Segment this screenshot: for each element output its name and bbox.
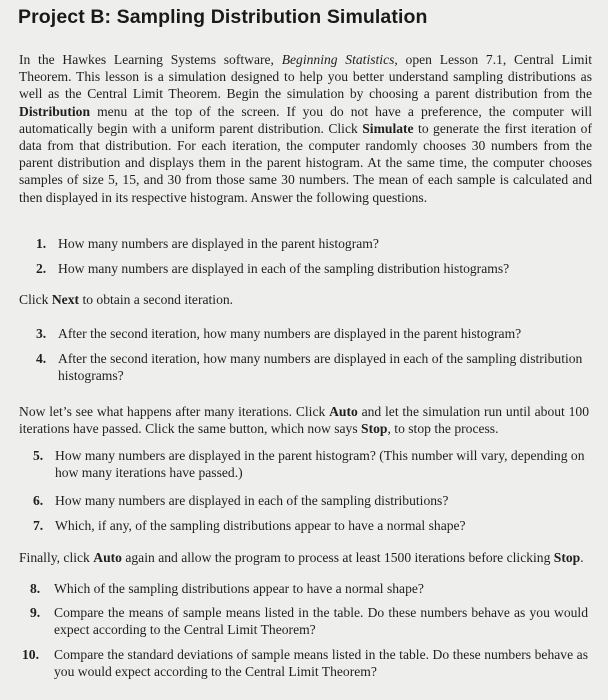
question-number: 8. (30, 581, 41, 596)
question-2 (36, 260, 586, 277)
page-title: Project B: Sampling Distribution Simulation (18, 6, 428, 28)
next-term: Next (51, 292, 80, 307)
auto-text-2: and let the simulation run until about 100 iterations have passed. Click the same button, which now says (19, 404, 589, 437)
question-number: 3. (36, 326, 47, 341)
final-text-3: . (580, 550, 584, 565)
final-text-1: Finally, click (19, 550, 94, 565)
question-3 (36, 325, 588, 342)
question-number: 6. (33, 493, 44, 508)
question-9 (30, 604, 588, 638)
question-number: 1. (36, 236, 47, 251)
next-paragraph (19, 291, 233, 308)
question-1 (36, 235, 586, 252)
question-5 (33, 447, 588, 481)
question-number: 2. (36, 261, 47, 276)
auto-term: Auto (93, 550, 122, 565)
auto-paragraph (19, 403, 589, 437)
final-text-2: again and allow the program to process at least 1500 iterations before clicking (121, 550, 554, 565)
intro-paragraph (19, 51, 592, 206)
question-number: 4. (36, 351, 47, 366)
auto-text-1: Now let’s see what happens after many iterations. Click (19, 404, 330, 419)
intro-text-1: In the Hawkes Learning Systems software, (19, 52, 282, 67)
question-number: 7. (33, 518, 44, 533)
final-paragraph (19, 549, 591, 566)
distribution-menu-term: Distribution (19, 103, 91, 119)
question-text: How many numbers are displayed in the parent histogram? (This number will vary, depending on how many iterations have passed.) (55, 448, 585, 481)
book-title: Beginning Statistics (281, 52, 395, 67)
question-6 (33, 492, 588, 509)
next-text-2: to obtain a second iteration. (79, 292, 234, 307)
stop-term: Stop (361, 421, 388, 437)
auto-text-3: , to stop the process. (387, 421, 499, 437)
intro-text-3: menu at the top of the screen. If you do not have a preference, the computer will automatically begin with a uniform parent distribution. Click (19, 103, 592, 136)
question-text: How many numbers are displayed in each of the sampling distributions? (55, 493, 449, 508)
stop-term: Stop (553, 550, 581, 565)
intro-text-4: to generate the first iteration of data from that distribution. For each iteration, the computer randomly chooses 30 numbers from the parent distribution and displays them in the parent histogram. At the same time, the computer chooses samples of size 5, 15, and 30 from those same 30 numbers. The mean of each sample is calculated and then displayed in its respective histogram. Answer the following questions. (19, 120, 592, 205)
intro-text-2: , open Lesson 7.1, Central Limit Theorem. This lesson is a simulation designed to help you better understand sampling distributions as well as the Central Limit Theorem. Begin the simulation by choosing a parent distribution from the (19, 52, 593, 102)
simulate-term: Simulate (362, 120, 414, 136)
question-10 (22, 646, 588, 680)
question-number: 5. (33, 448, 44, 463)
question-text: Compare the means of sample means listed in the table. Do these numbers behave as you would expect according to the Central Limit Theorem? (54, 605, 588, 638)
question-text: How many numbers are displayed in the parent histogram? (58, 236, 379, 251)
question-text: Which, if any, of the sampling distributions appear to have a normal shape? (55, 518, 466, 533)
question-text: After the second iteration, how many numbers are displayed in each of the sampling distribution histograms? (58, 351, 583, 384)
question-7 (33, 517, 588, 534)
question-text: Which of the sampling distributions appear to have a normal shape? (54, 581, 424, 596)
question-number: 10. (22, 647, 39, 662)
auto-term: Auto (329, 404, 358, 419)
question-text: How many numbers are displayed in each of the sampling distribution histograms? (58, 261, 510, 276)
question-text: Compare the standard deviations of sample means listed in the table. Do these numbers behave as you would expect according to the Central Limit Theorem? (54, 647, 588, 680)
question-text: After the second iteration, how many numbers are displayed in the parent histogram? (58, 326, 522, 341)
question-4 (36, 350, 588, 384)
next-text-1: Click (19, 292, 52, 307)
question-8 (30, 580, 588, 597)
question-number: 9. (30, 605, 41, 620)
